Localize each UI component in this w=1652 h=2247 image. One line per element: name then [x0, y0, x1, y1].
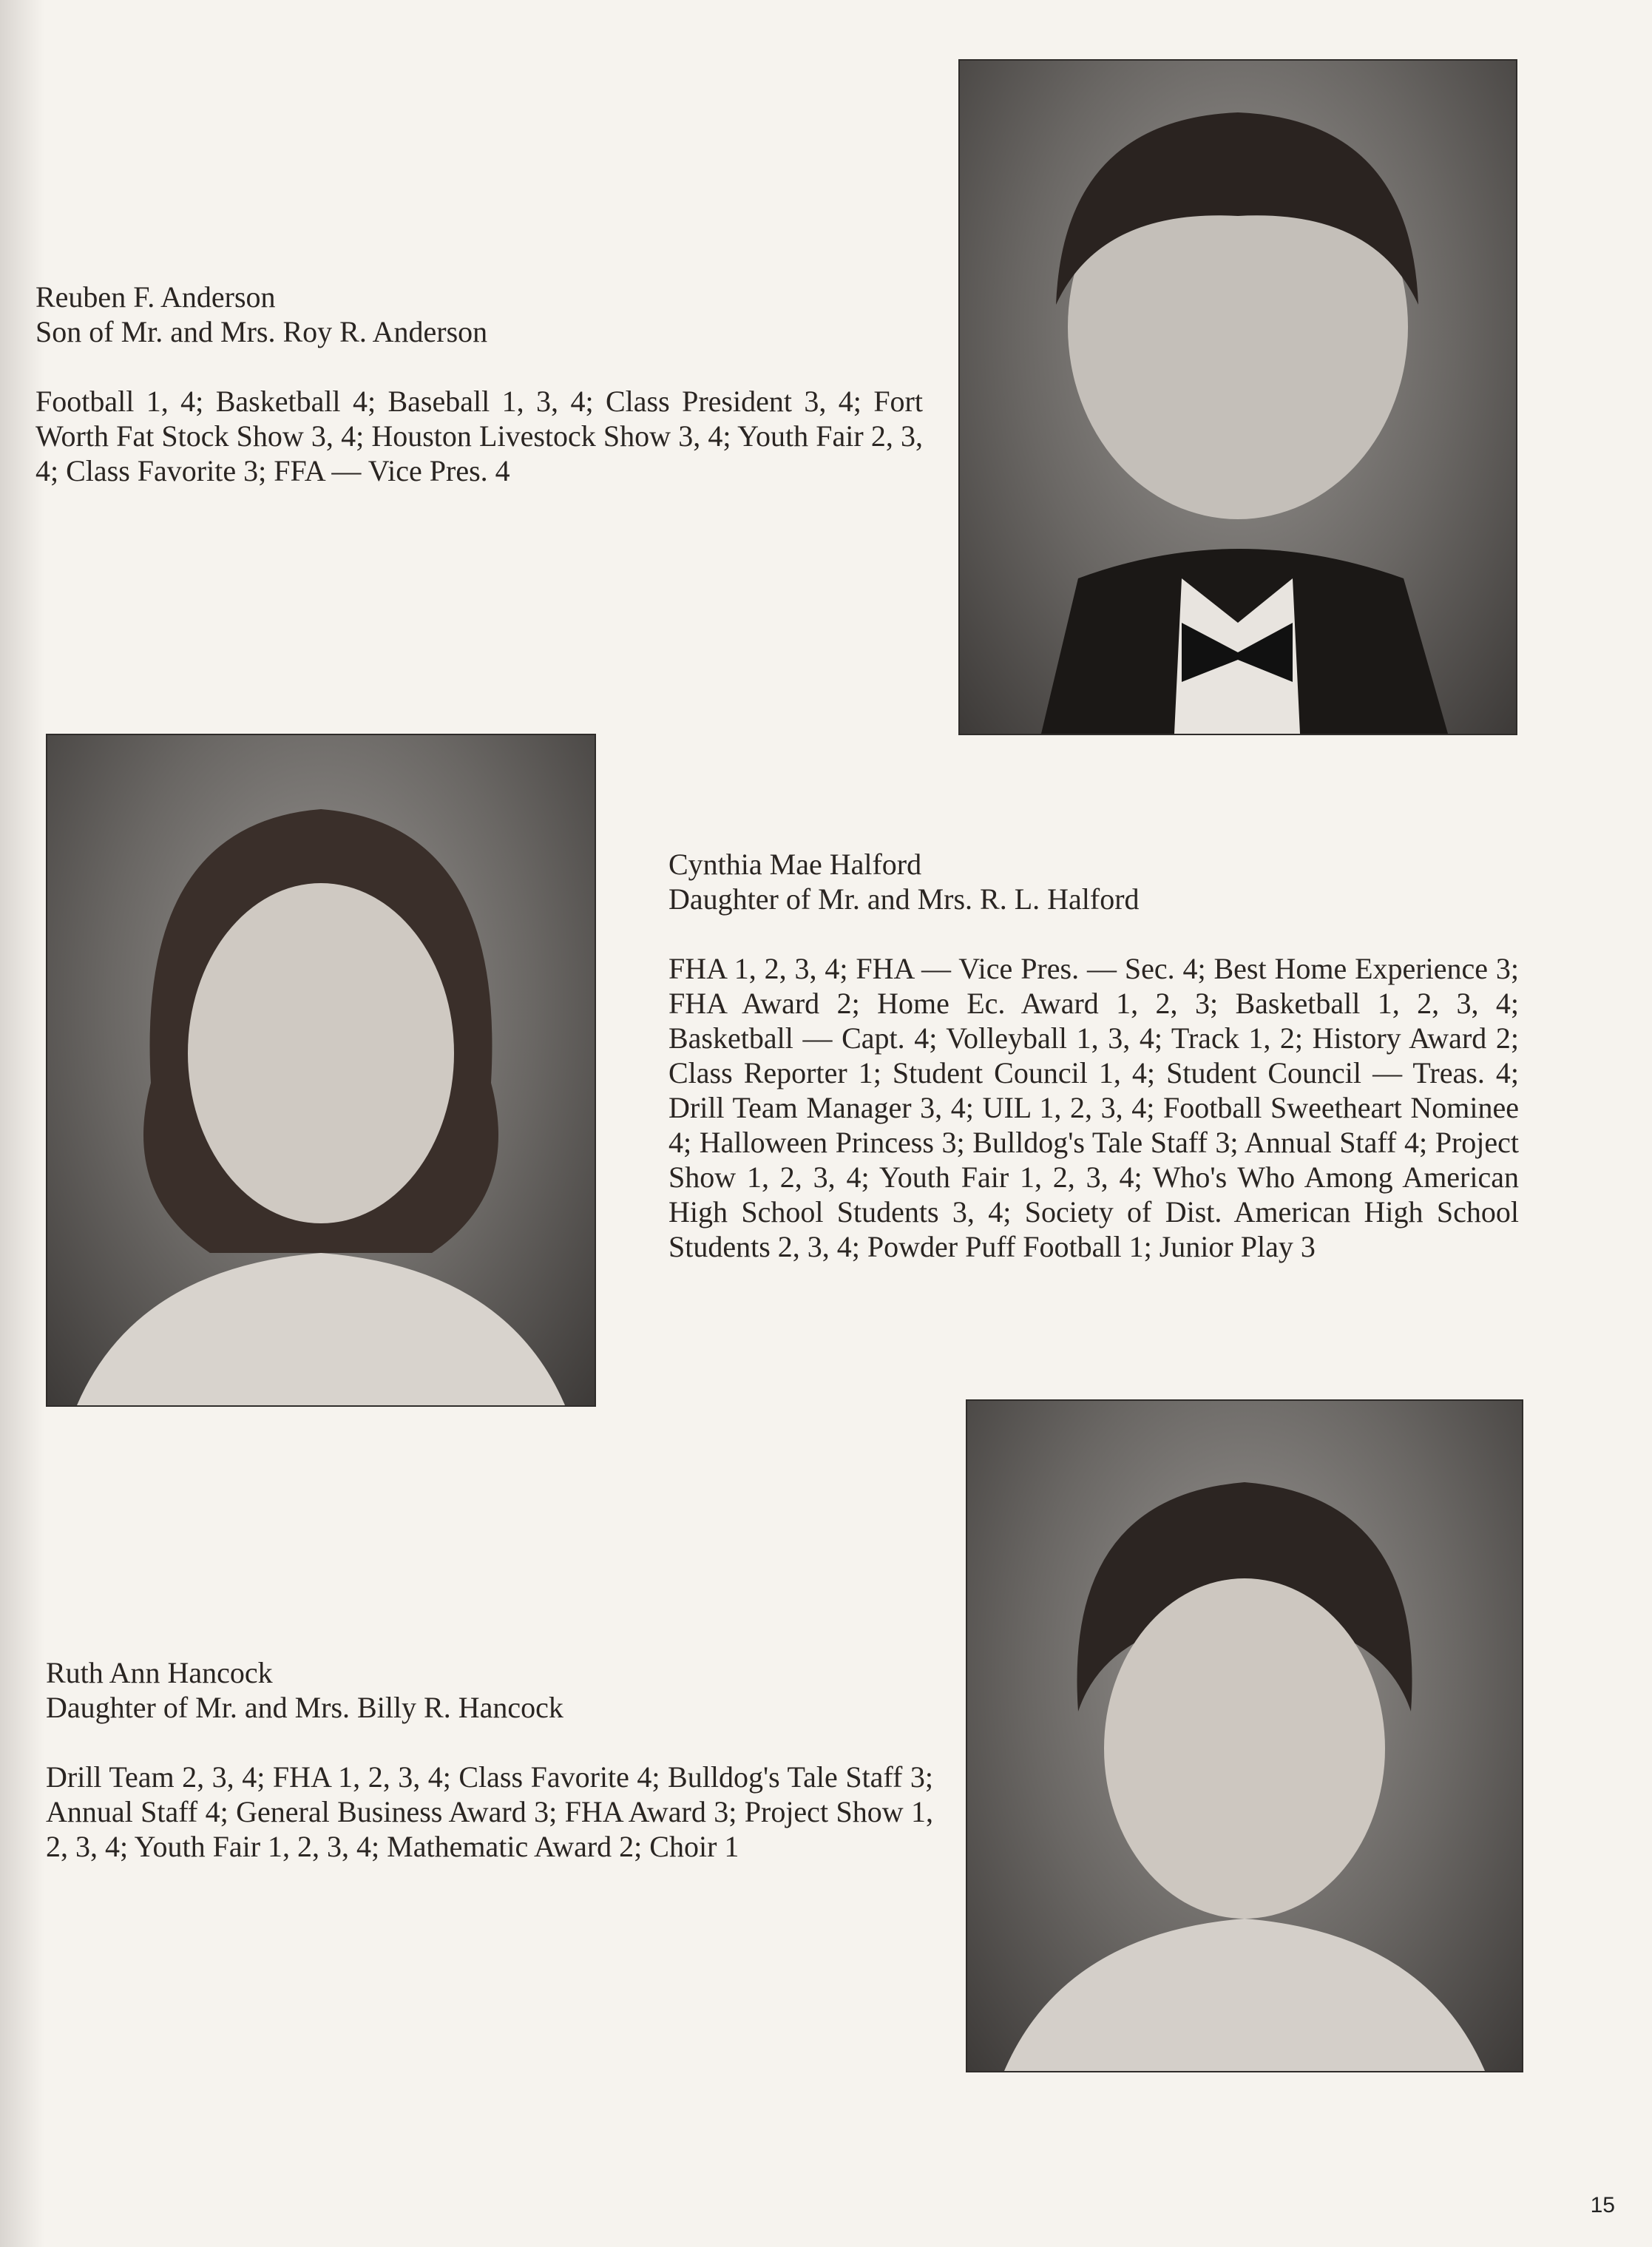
student-name: Cynthia Mae Halford	[668, 848, 922, 881]
portrait-photo	[47, 735, 595, 1405]
student-parents: Son of Mr. and Mrs. Roy R. Anderson	[35, 315, 488, 348]
portrait-photo	[960, 61, 1516, 734]
portrait-ruth-hancock	[966, 1399, 1523, 2072]
portrait-reuben-anderson	[958, 59, 1517, 735]
student-parents: Daughter of Mr. and Mrs. Billy R. Hancock	[46, 1691, 563, 1724]
portrait-cynthia-halford	[46, 734, 596, 1407]
entry-cynthia-halford	[668, 847, 1519, 1264]
student-name: Reuben F. Anderson	[35, 280, 276, 314]
student-activities: Drill Team 2, 3, 4; FHA 1, 2, 3, 4; Class Favorite 4; Bulldog's Tale Staff 3; Annual Staff 4; General Business Award 3; FHA Award 3; Project Show 1, 2, 3, 4; Youth Fair 1, 2, 3, 4; Mathematic Award 2; Choir 1	[46, 1760, 933, 1863]
portrait-photo	[967, 1401, 1522, 2071]
student-name: Ruth Ann Hancock	[46, 1656, 273, 1689]
student-parents: Daughter of Mr. and Mrs. R. L. Halford	[668, 882, 1140, 916]
student-activities: FHA 1, 2, 3, 4; FHA — Vice Pres. — Sec. 4; Best Home Experience 3; FHA Award 2; Home Ec. Award 1, 2, 3; Basketball 1, 2, 3, 4; Basketball — Capt. 4; Volleyball 1, 3, 4; Track 1, 2; History Award 2; Class Reporter 1; Student Council 1, 4; Student Council — Treas. 4; Drill Team Manager 3, 4; UIL 1, 2, 3, 4; Football Sweetheart Nominee 4; Halloween Princess 3; Bulldog's Tale Staff 3; Annual Staff 4; Project Show 1, 2, 3, 4; Youth Fair 1, 2, 3, 4; Who's Who Among American High School Students 3, 4; Society of Dist. American High School Students 2, 3, 4; Powder Puff Football 1; Junior Play 3	[668, 952, 1519, 1263]
student-activities: Football 1, 4; Basketball 4; Baseball 1, 3, 4; Class President 3, 4; Fort Worth Fat Stock Show 3, 4; Houston Livestock Show 3, 4; Youth Fair 2, 3, 4; Class Favorite 3; FFA — Vice Pres. 4	[35, 385, 923, 487]
page-number: 15	[1590, 2193, 1615, 2217]
entry-ruth-hancock	[46, 1655, 933, 1864]
entry-reuben-anderson	[35, 280, 923, 488]
